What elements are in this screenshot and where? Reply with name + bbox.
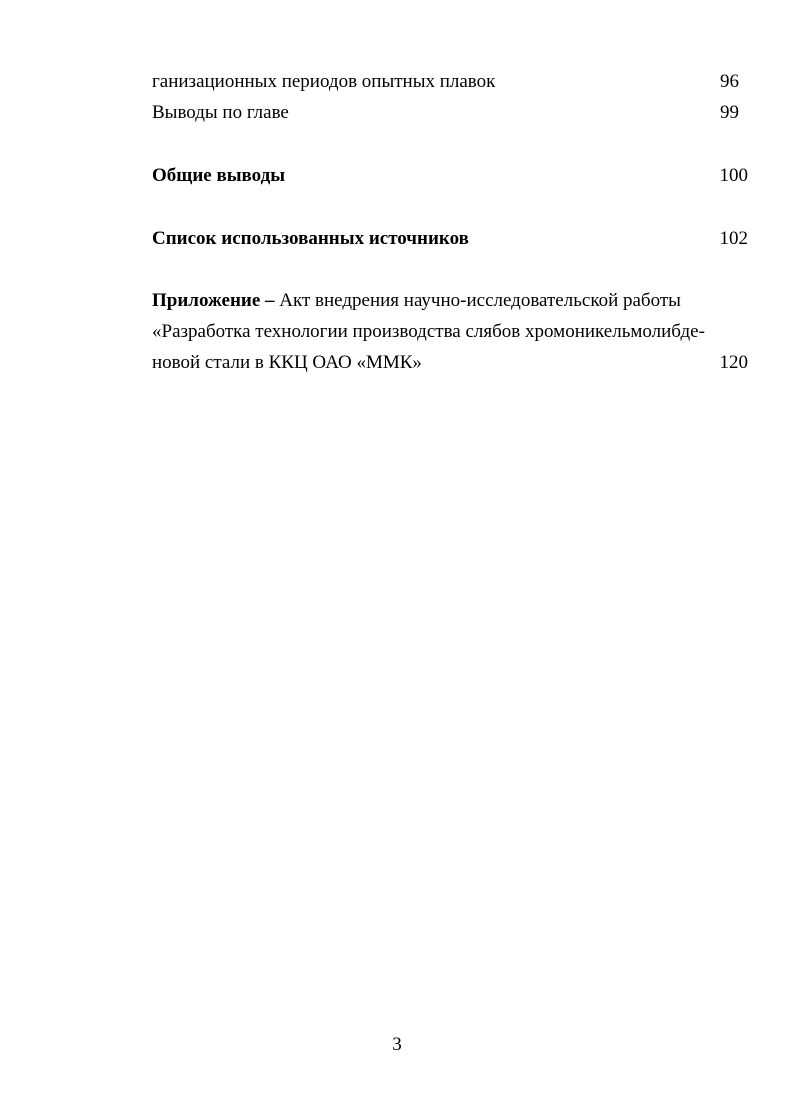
toc-appendix-title-part-1: Акт внедрения научно-исследовательской работы <box>274 290 681 311</box>
toc-appendix-line-3 <box>152 350 748 376</box>
toc-appendix-text <box>152 288 681 314</box>
toc-appendix-label: Приложение – <box>152 290 275 311</box>
toc-appendix-line-2 <box>152 319 748 345</box>
toc-appendix-page: 120 <box>719 352 748 373</box>
toc-entry-page: 96 <box>720 71 739 92</box>
toc-appendix-title-part-3: новой стали в ККЦ ОАО «ММК» <box>152 352 422 373</box>
toc-entry-page: 99 <box>720 102 739 123</box>
toc-entry-title: Список использованных источников <box>152 228 469 249</box>
toc-entry-title: Общие выводы <box>152 165 286 186</box>
toc-entry-general-conclusions <box>152 163 748 189</box>
toc-entry <box>152 100 748 126</box>
toc-appendix-line-1 <box>152 288 748 314</box>
toc-entry-title: ганизационных периодов опытных плавок <box>152 71 496 92</box>
toc-entry-title: Выводы по главе <box>152 102 289 123</box>
toc-entry-references <box>152 226 748 252</box>
toc-entry-page: 102 <box>719 228 748 249</box>
page-number: 3 <box>392 1034 402 1055</box>
toc-entry <box>152 69 748 95</box>
toc-entry-page: 100 <box>719 165 748 186</box>
toc-appendix-title-part-2: «Разработка технологии производства слябов хромоникельмолибде- <box>152 321 705 342</box>
